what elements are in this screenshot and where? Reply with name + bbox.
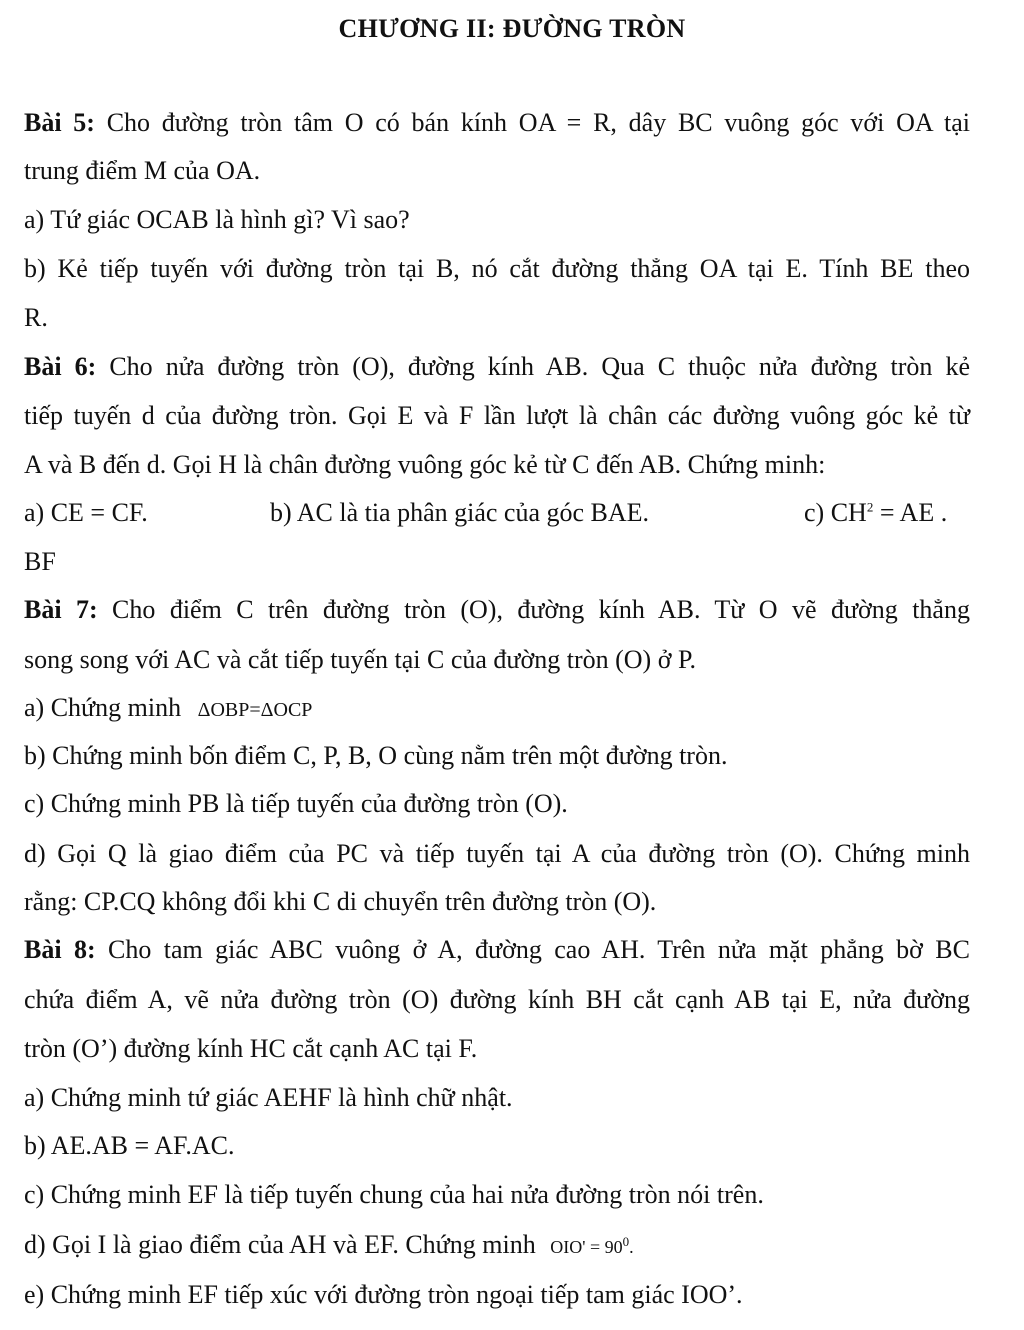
bai8-part-d-math-base: OIO' = 90 xyxy=(550,1237,623,1257)
bai5-text-1: Cho đường tròn tâm O có bán kính OA = R, dây BC vuông góc với OA tại xyxy=(94,108,970,137)
bai5-part-b-line1: b) Kẻ tiếp tuyến với đường tròn tại B, nó cắt đường thẳng OA tại E. Tính BE theo xyxy=(24,254,970,283)
bai7-part-a-text: a) Chứng minh xyxy=(24,693,188,722)
bai7-part-c: c) Chứng minh PB là tiếp tuyến của đường tròn (O). xyxy=(24,789,568,818)
bai8-part-d xyxy=(24,1230,634,1262)
bai6-part-c-exp: 2 xyxy=(866,499,874,515)
bai5-part-a: a) Tứ giác OCAB là hình gì? Vì sao? xyxy=(24,205,410,234)
bai6-line1 xyxy=(24,352,970,382)
bai7-line2: song song với AC và cắt tiếp tuyến tại C của đường tròn (O) ở P. xyxy=(24,645,697,674)
bai6-part-c-suffix: = AE . xyxy=(873,498,948,527)
bai7-text-1: Cho điểm C trên đường tròn (O), đường kính AB. Từ O vẽ đường thẳng xyxy=(97,595,970,624)
bai8-part-d-math-exp: 0 xyxy=(622,1234,630,1249)
chapter-title: CHƯƠNG II: ĐƯỜNG TRÒN xyxy=(338,14,686,43)
bai6-part-a: a) CE = CF. xyxy=(24,498,148,527)
bai8-part-d-math-end: . xyxy=(629,1237,634,1257)
bai7-label: Bài 7: xyxy=(24,595,98,624)
bai7-part-d-line1: d) Gọi Q là giao điểm của PC và tiếp tuyến tại A của đường tròn (O). Chứng minh xyxy=(24,839,970,868)
bai6-part-c-prefix: c) xyxy=(804,498,831,527)
bai8-part-a: a) Chứng minh tứ giác AEHF là hình chữ nhật. xyxy=(24,1083,513,1112)
bai8-line1 xyxy=(24,935,970,965)
bai8-part-c: c) Chứng minh EF là tiếp tuyến chung của hai nửa đường tròn nói trên. xyxy=(24,1180,764,1209)
bai6-label: Bài 6: xyxy=(24,352,97,381)
bai6-parts-row xyxy=(24,498,984,530)
bai8-part-d-text: d) Gọi I là giao điểm của AH và EF. Chứng minh xyxy=(24,1230,543,1259)
bai5-line1 xyxy=(24,108,970,138)
bai8-text-1: Cho tam giác ABC vuông ở A, đường cao AH. Trên nửa mặt phẳng bờ BC xyxy=(95,935,970,964)
bai7-part-b: b) Chứng minh bốn điểm C, P, B, O cùng nằm trên một đường tròn. xyxy=(24,741,728,770)
bai5-part-b-line2: R. xyxy=(24,303,48,332)
bai8-part-e: e) Chứng minh EF tiếp xúc với đường tròn ngoại tiếp tam giác IOO’. xyxy=(24,1280,743,1309)
bai8-line3: tròn (O’) đường kính HC cắt cạnh AC tại F. xyxy=(24,1034,478,1063)
bai8-line2: chứa điểm A, vẽ nửa đường tròn (O) đường kính BH cắt cạnh AB tại E, nửa đường xyxy=(24,985,970,1014)
bai6-part-c xyxy=(804,498,947,528)
bai8-part-b: b) AE.AB = AF.AC. xyxy=(24,1131,235,1160)
bai6-line2: tiếp tuyến d của đường tròn. Gọi E và F lần lượt là chân các đường vuông góc kẻ từ xyxy=(24,401,970,430)
bai7-part-d-line2: rằng: CP.CQ không đổi khi C di chuyển trên đường tròn (O). xyxy=(24,887,657,916)
bai7-part-a xyxy=(24,693,312,725)
bai5-label: Bài 5: xyxy=(24,108,95,137)
bai7-line1 xyxy=(24,595,970,625)
bai7-part-a-math: ΔOBP=ΔOCP xyxy=(197,699,313,721)
bai8-part-d-math xyxy=(550,1234,634,1257)
bai5-line2: trung điểm M của OA. xyxy=(24,156,261,185)
bai6-line3: A và B đến d. Gọi H là chân đường vuông góc kẻ từ C đến AB. Chứng minh: xyxy=(24,450,826,479)
bai6-text-1: Cho nửa đường tròn (O), đường kính AB. Qua C thuộc nửa đường tròn kẻ xyxy=(96,352,970,381)
bai8-label: Bài 8: xyxy=(24,935,96,964)
bai6-part-b: b) AC là tia phân giác của góc BAE. xyxy=(270,498,650,527)
bai6-part-c-base: CH xyxy=(830,498,867,527)
bai6-part-c-cont: BF xyxy=(24,547,56,576)
